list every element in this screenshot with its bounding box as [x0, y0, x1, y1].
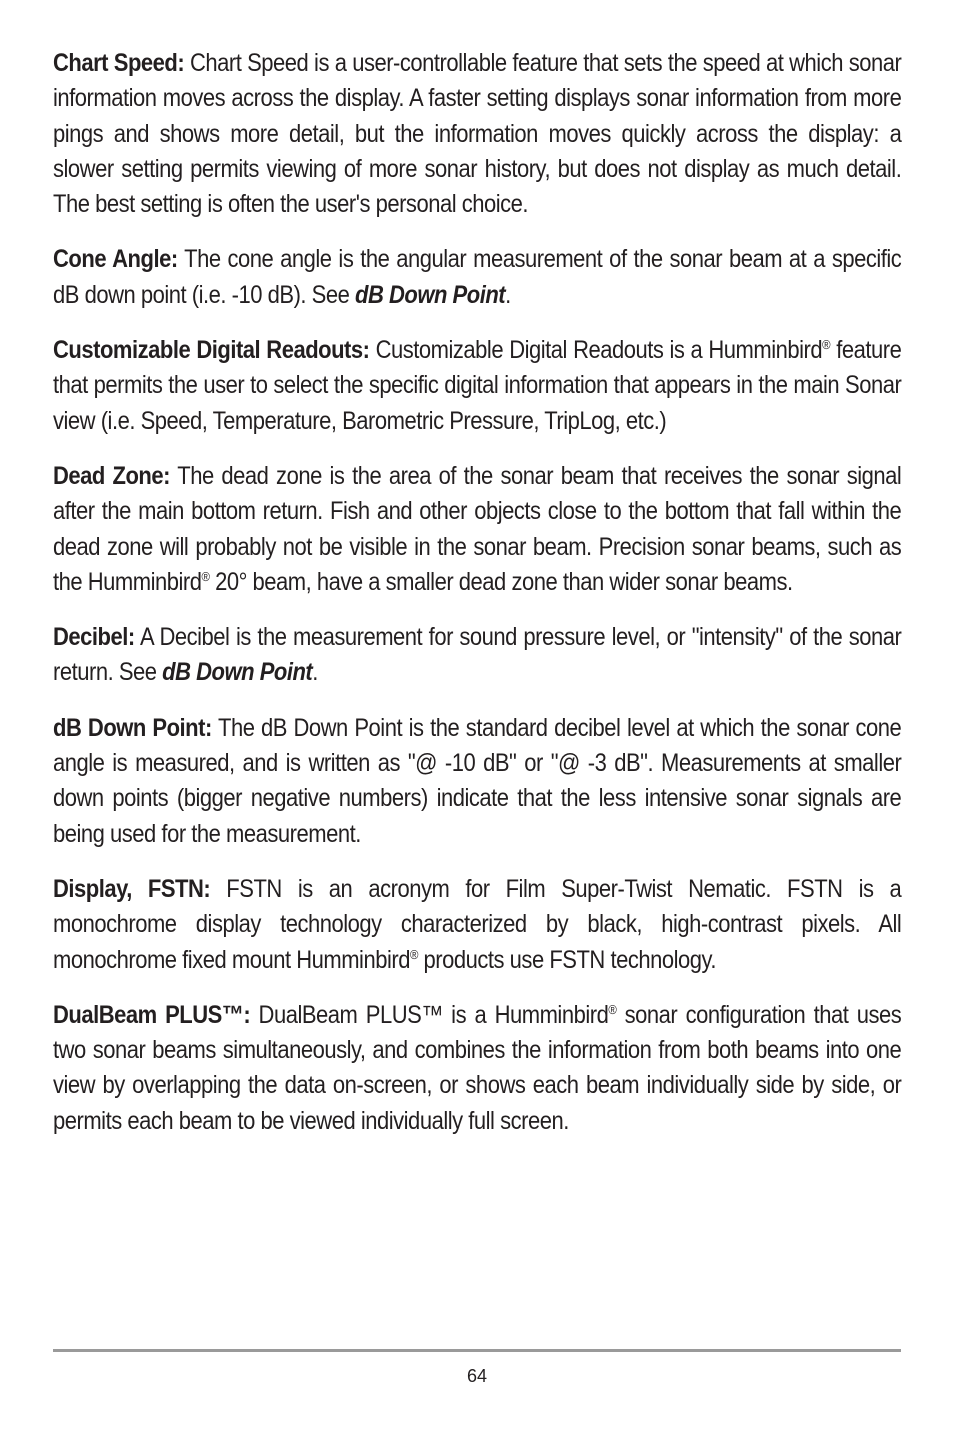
- glossary-definition: The cone angle is the angular measurement of the sonar beam at a specific dB down point (i.e. -10 dB). See: [53, 245, 902, 309]
- glossary-entry-customizable-digital-readouts: [53, 333, 901, 439]
- glossary-definition: Customizable Digital Readouts is a Humminbird: [369, 336, 823, 365]
- glossary-definition-tail: .: [312, 658, 318, 687]
- glossary-term: Dead Zone:: [53, 461, 170, 490]
- glossary-definition: DualBeam PLUS™ is a Humminbird: [250, 1000, 609, 1029]
- footer-divider: [53, 1349, 901, 1352]
- glossary-entry-dualbeam-plus: [53, 998, 901, 1139]
- registered-mark: ®: [409, 946, 418, 962]
- glossary-term: Chart Speed:: [53, 49, 185, 77]
- glossary-definition-tail: .: [505, 280, 511, 309]
- glossary-definition: FSTN is an acronym for Film Super-Twist Nematic. FSTN is a monochrome display technology characterized by black, high-contrast pixels. All monochrome fixed mount Humminbird: [53, 874, 902, 974]
- glossary-entry-dead-zone: [53, 459, 901, 600]
- glossary-term: Display, FSTN:: [53, 874, 211, 903]
- glossary-definition: A Decibel is the measurement for sound pressure level, or "intensity" of the sonar return. See: [53, 623, 902, 687]
- glossary-entry-cone-angle: [53, 242, 901, 313]
- registered-mark: ®: [822, 337, 831, 353]
- glossary-term: DualBeam PLUS™:: [53, 1000, 251, 1029]
- cross-reference: dB Down Point: [354, 280, 506, 309]
- glossary-definition: The dB Down Point is the standard decibel level at which the sonar cone angle is measured, and is written as "@ -10 dB" or "@ -3 dB". Measurements at smaller down points (bigger negative numbers) indicate that the less intensive sonar signals are being used for the measurement.: [53, 713, 902, 848]
- glossary-term: Decibel:: [53, 623, 135, 652]
- glossary-entry-display-fstn: [53, 872, 901, 978]
- registered-mark: ®: [201, 568, 210, 584]
- registered-mark: ®: [608, 1001, 617, 1017]
- glossary-content: [53, 46, 901, 1159]
- glossary-term: dB Down Point:: [53, 713, 212, 742]
- glossary-term: Customizable Digital Readouts:: [53, 336, 370, 365]
- glossary-definition-tail: products use FSTN technology.: [417, 945, 717, 974]
- glossary-definition: Chart Speed is a user-controllable feature that sets the speed at which sonar information moves across the display. A faster setting displays sonar information from more pings and shows more detail, but the information moves quickly across the display: a slower setting permits viewing of more sonar history, but does not display as much detail. The best setting is often the user's personal choice.: [53, 49, 902, 219]
- glossary-entry-db-down-point: [53, 711, 901, 852]
- glossary-entry-chart-speed: [53, 46, 901, 222]
- glossary-definition-tail: sonar configuration that uses two sonar beams simultaneously, and combines the information from both beams into one view by overlapping the data on-screen, or shows each beam individually side by side, or permits each beam to be viewed individually full screen.: [53, 1000, 902, 1135]
- glossary-entry-decibel: [53, 620, 901, 691]
- cross-reference: dB Down Point: [162, 658, 313, 687]
- glossary-definition: The dead zone is the area of the sonar beam that receives the sonar signal after the main bottom return. Fish and other objects close to the bottom that fall within the dead zone will probably not be visible in the sonar beam. Precision sonar beams, such as the Humminbird: [53, 461, 902, 596]
- glossary-definition-tail: 20° beam, have a smaller dead zone than wider sonar beams.: [209, 567, 793, 596]
- page-number: 64: [466, 1366, 488, 1386]
- glossary-definition-tail: feature that permits the user to select the specific digital information that appears in the main Sonar view (i.e. Speed, Temperature, Barometric Pressure, TripLog, etc.): [53, 336, 902, 435]
- glossary-term: Cone Angle:: [53, 245, 178, 274]
